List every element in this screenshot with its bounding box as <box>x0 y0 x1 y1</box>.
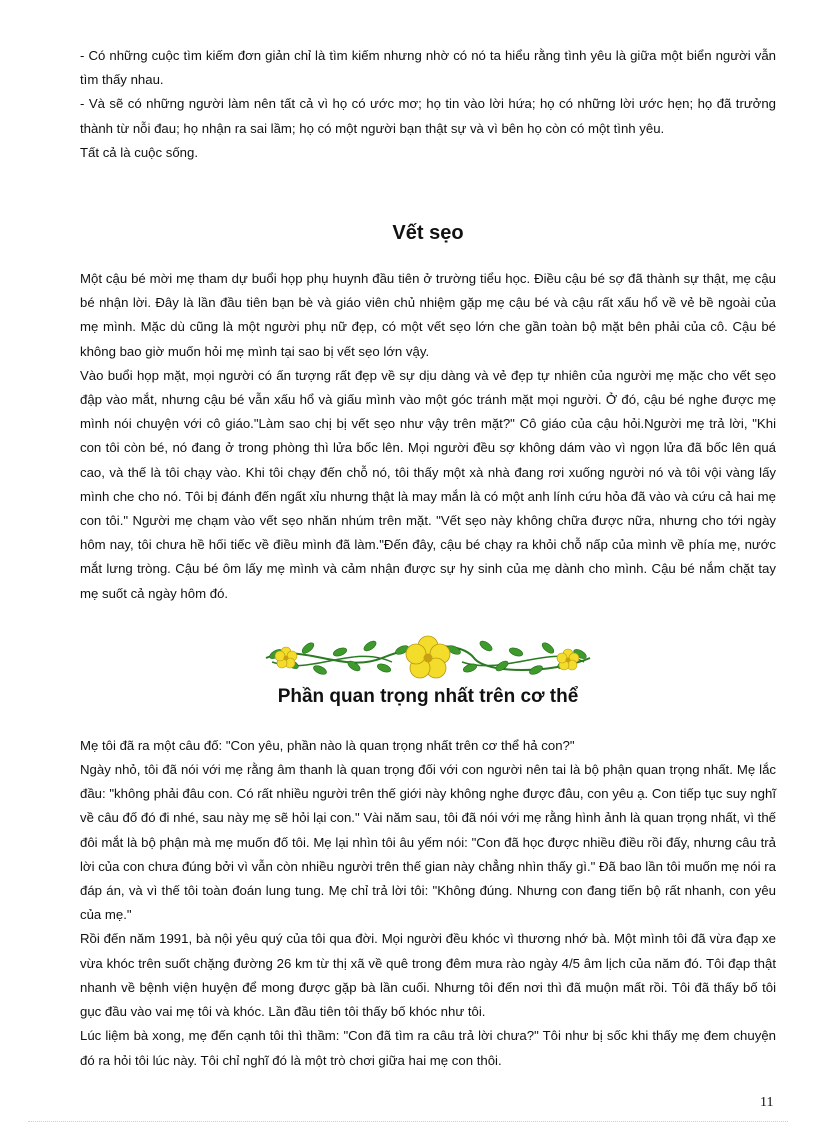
story2-paragraph-1: Mẹ tôi đã ra một câu đố: "Con yêu, phần nào là quan trọng nhất trên cơ thể hả con?" <box>80 737 575 753</box>
story-vet-seo <box>80 219 776 606</box>
intro-section <box>80 44 776 165</box>
story2-paragraph-3: Rồi đến năm 1991, bà nội yêu quý của tôi qua đời. Mọi người đều khóc vì thương nhớ bà. Một mình tôi đã vừa đạp xe vừa khóc trên suốt chặng đường 26 km từ thị xã về quê trong đêm mưa rào ngày 4/5 âm lịch của năm đó. Tôi đạp thật nhanh về bệnh viện huyện để mong được gặp bà lần cuối. Nhưng tôi đến nơi thì đã muộn mất rồi. Tôi đã thấy bố tôi gục đầu vào vai mẹ tôi và khóc. Lần đầu tiên tôi thấy bố khóc như tôi. <box>80 931 776 1020</box>
footer-divider <box>28 1121 788 1122</box>
page-content <box>80 44 776 1073</box>
story1-paragraph-1: Một cậu bé mời mẹ tham dự buổi họp phụ huynh đầu tiên ở trường tiểu học. Điều cậu bé sợ đã thành sự thật, mẹ cậu bé nhận lời. Đây là lần đầu tiên bạn bè và giáo viên chủ nhiệm gặp mẹ cậu bé và cậu rất xấu hổ về vẻ bề ngoài của mẹ mình. Mặc dù cũng là một người phụ nữ đẹp, có một vết sẹo lớn che gần toàn bộ mặt bên phải của cô. Cậu bé không bao giờ muốn hỏi mẹ mình tại sao bị vết sẹo lớn vậy. <box>80 271 776 359</box>
story-phan-quan-trong <box>80 684 776 1073</box>
intro-paragraph-1: - Có những cuộc tìm kiếm đơn giản chỉ là tìm kiếm nhưng nhờ có nó ta hiểu rằng tình yêu là giữa một biển người vẫn tìm thấy nhau. <box>80 48 776 88</box>
story2-paragraph-4: Lúc liệm bà xong, mẹ đến cạnh tôi thì thầm: "Con đã tìm ra câu trả lời chưa?" Tôi như bị sốc khi thấy mẹ đem chuyện đó ra hỏi tôi lúc này. Tôi chỉ nghĩ đó là một trò chơi giữa hai mẹ con thôi. <box>80 1028 776 1068</box>
story2-paragraph-2: Ngày nhỏ, tôi đã nói với mẹ rằng âm thanh là quan trọng đối với con người nên tai là bộ phận quan trọng nhất. Mẹ lắc đầu: "không phải đâu con. Có rất nhiều người trên thế giới này không nghe được đâu, con yêu ạ. Con tiếp tục suy nghĩ về câu đố đó đi nhé, sau này mẹ sẽ hỏi lại con." Vài năm sau, tôi đã nói với mẹ rằng hình ảnh là quan trọng nhất, vì thế đôi mắt là bộ phận mà mẹ muốn đố tôi. Mẹ lại nhìn tôi âu yếm nói: "Con đã học được nhiều điều rồi đấy, nhưng câu trả lời của con chưa đúng bởi vì vẫn còn nhiều người trên thế gian này chẳng nhìn thấy gì." Đã bao lần tôi muốn mẹ nói ra đáp án, và vì thế tôi toàn đoán lung tung. Mẹ chỉ trả lời tôi: "Không đúng. Nhưng con đang tiến bộ rất nhanh, con yêu của mẹ." <box>80 762 776 923</box>
page-number: 11 <box>760 1095 774 1110</box>
story2-title: Phần quan trọng nhất trên cơ thể <box>277 685 579 707</box>
story1-title: Vết sẹo <box>392 222 464 245</box>
story1-paragraph-2: Vào buổi họp mặt, mọi người có ấn tượng rất đẹp về sự dịu dàng và vẻ đẹp tự nhiên của người mẹ mặc cho vết sẹo đập vào mắt, nhưng cậu bé vẫn xấu hổ và giấu mình vào một góc tránh mặt mọi người. Ở đó, cậu bé nghe được mẹ mình nói chuyện với cô giáo."Làm sao chị bị vết sẹo như vậy trên mặt?" Cô giáo của cậu hỏi.Người mẹ trả lời, "Khi con tôi còn bé, nó đang ở trong phòng thì lửa bốc lên. Mọi người đều sợ không dám vào vì ngọn lửa đã bốc lên quá cao, và thế là tôi chạy vào. Khi tôi chạy đến chỗ nó, tôi thấy một xà nhà đang rơi xuống người nó và tôi vội vàng lấy mình che cho nó. Tôi bị đánh đến ngất xỉu nhưng thật là may mắn là có một anh lính cứu hỏa đã vào và cứu cả hai mẹ con tôi." Người mẹ chạm vào vết sẹo nhăn nhúm trên mặt. "Vết sẹo này không chữa được nữa, nhưng cho tới ngày hôm nay, tôi chưa hề hối tiếc về điều mình đã làm."Đến đây, cậu bé chạy ra khỏi chỗ nấp của mình về phía mẹ, nước mắt lưng tròng. Cậu bé ôm lấy mẹ mình và cảm nhận được sự hy sinh của mẹ dành cho mình. Cậu bé nắm chặt tay mẹ suốt cả ngày hôm đó. <box>80 367 776 601</box>
intro-paragraph-2: - Và sẽ có những người làm nên tất cả vì họ có ước mơ; họ tin vào lời hứa; họ có những lời ước hẹn; họ đã trưởng thành từ nỗi đau; họ nhận ra sai lầm; họ có một người bạn thật sự và vì bên họ còn có một tình yêu. <box>80 96 776 136</box>
flower-vine-ornament <box>262 632 594 684</box>
intro-paragraph-3: Tất cả là cuộc sống. <box>80 144 199 160</box>
